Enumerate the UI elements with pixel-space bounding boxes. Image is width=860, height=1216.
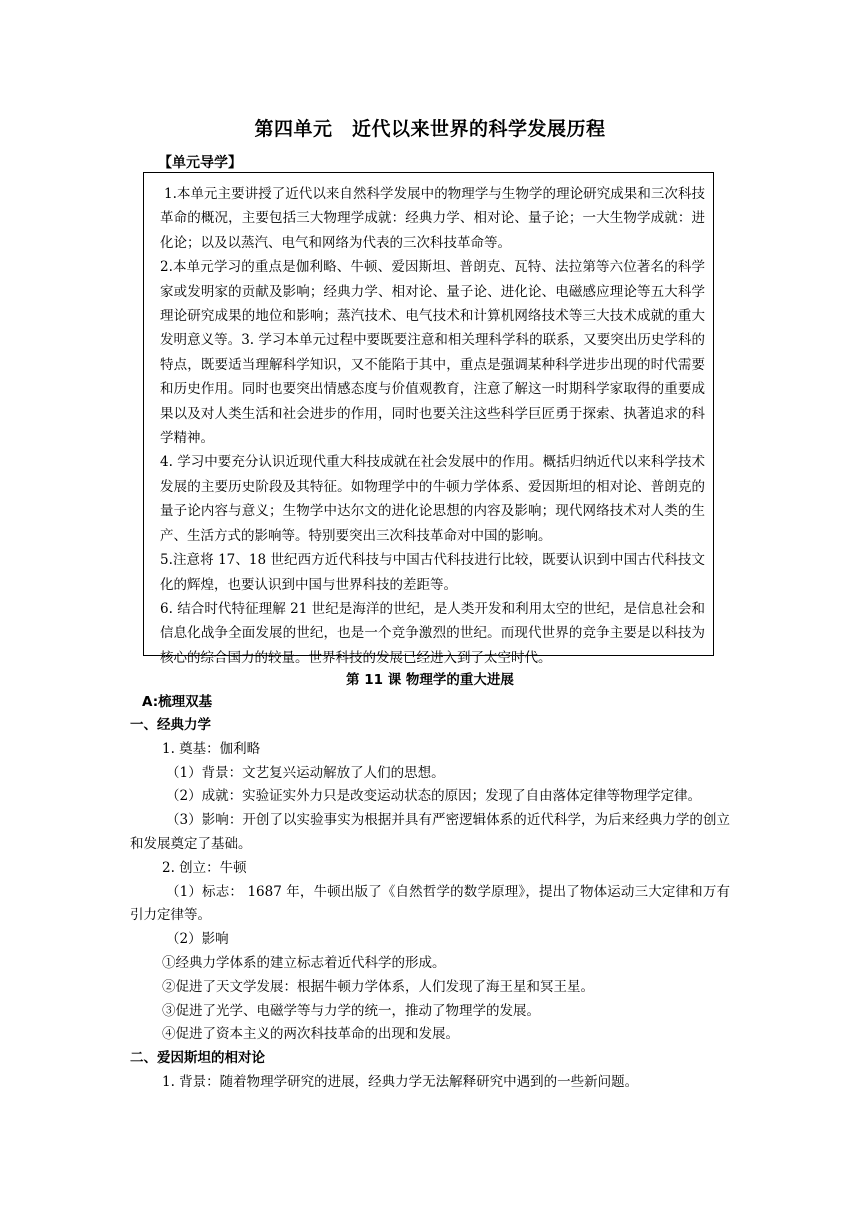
section-1-heading: 一、经典力学: [130, 717, 211, 733]
list-item: 1. 背景：随着物理学研究的进展，经典力学无法解释研究中遇到的一些新问题。: [162, 1073, 639, 1090]
unit-guide-box: [143, 172, 714, 666]
unit-guide-label: 【单元导学】: [158, 155, 242, 171]
list-item: ④促进了资本主义的两次科技革命的出现和发展。: [162, 1026, 459, 1043]
guide-paragraph-1: 1.本单元主要讲授了近代以来自然科学发展中的物理学与生物学的理论研究成果和三次科技革命的概况，主要包括三大物理学成就：经典力学、相对论、量子论；一大生物学成就：进化论；以及以蒸汽、电气和网络为代表的三次科技革命等。: [160, 186, 705, 251]
page-title: 第四单元 近代以来世界的科学发展历程: [254, 118, 606, 140]
lesson-body: [130, 690, 730, 1095]
list-item: （2）成就：实验证实外力只是改变运动状态的原因；发现了自由落体定律等物理学定律。: [166, 788, 702, 805]
list-item: （3）影响：开创了以实验事实为根据并具有严密逻辑体系的近代科学，为后来经典力学的创立和发展奠定了基础。: [130, 812, 730, 852]
list-item: 2. 创立：牛顿: [162, 859, 247, 876]
guide-paragraph-2: 2.本单元学习的重点是伽利略、牛顿、爱因斯坦、普朗克、瓦特、法拉第等六位著名的科学家或发明家的贡献及影响；经典力学、相对论、量子论、进化论、电磁感应理论等五大科学理论研究成果的地位和影响；蒸汽技术、电气技术和计算机网络技术等三大技术成就的重大发明意义等。3. 学习本单元过程中要既要注意和相关理科学科的联系，又要突出历史学科的特点，既要适当理解科学知识，又不能陷于其中，重点是强调某种科学进步出现的时代需要和历史作用。同时也要突出情感态度与价值观教育，注意了解这一时期科学家取得的重要成果以及对人类生活和社会进步的作用，同时也要关注这些科学巨匠勇于探索、执著追求的科学精神。: [160, 259, 705, 447]
list-item: ①经典力学体系的建立标志着近代科学的形成。: [162, 954, 446, 971]
section-2-heading: 二、爱因斯坦的相对论: [130, 1050, 265, 1067]
section-a-heading: A:梳理双基: [142, 694, 213, 710]
list-item: （1）标志： 1687 年，牛顿出版了《自然哲学的数学原理》，提出了物体运动三大定律和万有引力定律等。: [130, 883, 730, 924]
lesson-title: 第 11 课 物理学的重大进展: [346, 672, 514, 688]
guide-paragraph-4: 5.注意将 17、18 世纪西方近代科技与中国古代科技进行比较，既要认识到中国古代科技文化的辉煌，也要认识到中国与世界科技的差距等。: [160, 552, 705, 593]
guide-paragraph-5: 6. 结合时代特征理解 21 世纪是海洋的世纪，是人类开发和利用太空的世纪，是信息社会和信息化战争全面发展的世纪，也是一个竞争激烈的世纪。而现代世界的竞争主要是以科技为核心的综合国力的较量。世界科技的发展已经进入到了太空时代。: [160, 600, 705, 666]
list-item: （2）影响: [166, 931, 229, 948]
list-item: 1. 奠基：伽利略: [162, 740, 261, 757]
list-item: （1）背景：文艺复兴运动解放了人们的思想。: [166, 764, 445, 781]
guide-paragraph-3: 4. 学习中要充分认识近现代重大科技成就在社会发展中的作用。概括归纳近代以来科学技术发展的主要历史阶段及其特征。如物理学中的牛顿力学体系、爱因斯坦的相对论、普朗克的量子论内容与意义；生物学中达尔文的进化论思想的内容及影响；现代网络技术对人类的生产、生活方式的影响等。特别要突出三次科技革命对中国的影响。: [160, 454, 705, 544]
list-item: ②促进了天文学发展：根据牛顿力学体系，人们发现了海王星和冥王星。: [162, 978, 594, 995]
list-item: ③促进了光学、电磁学等与力学的统一，推动了物理学的发展。: [162, 1002, 540, 1019]
